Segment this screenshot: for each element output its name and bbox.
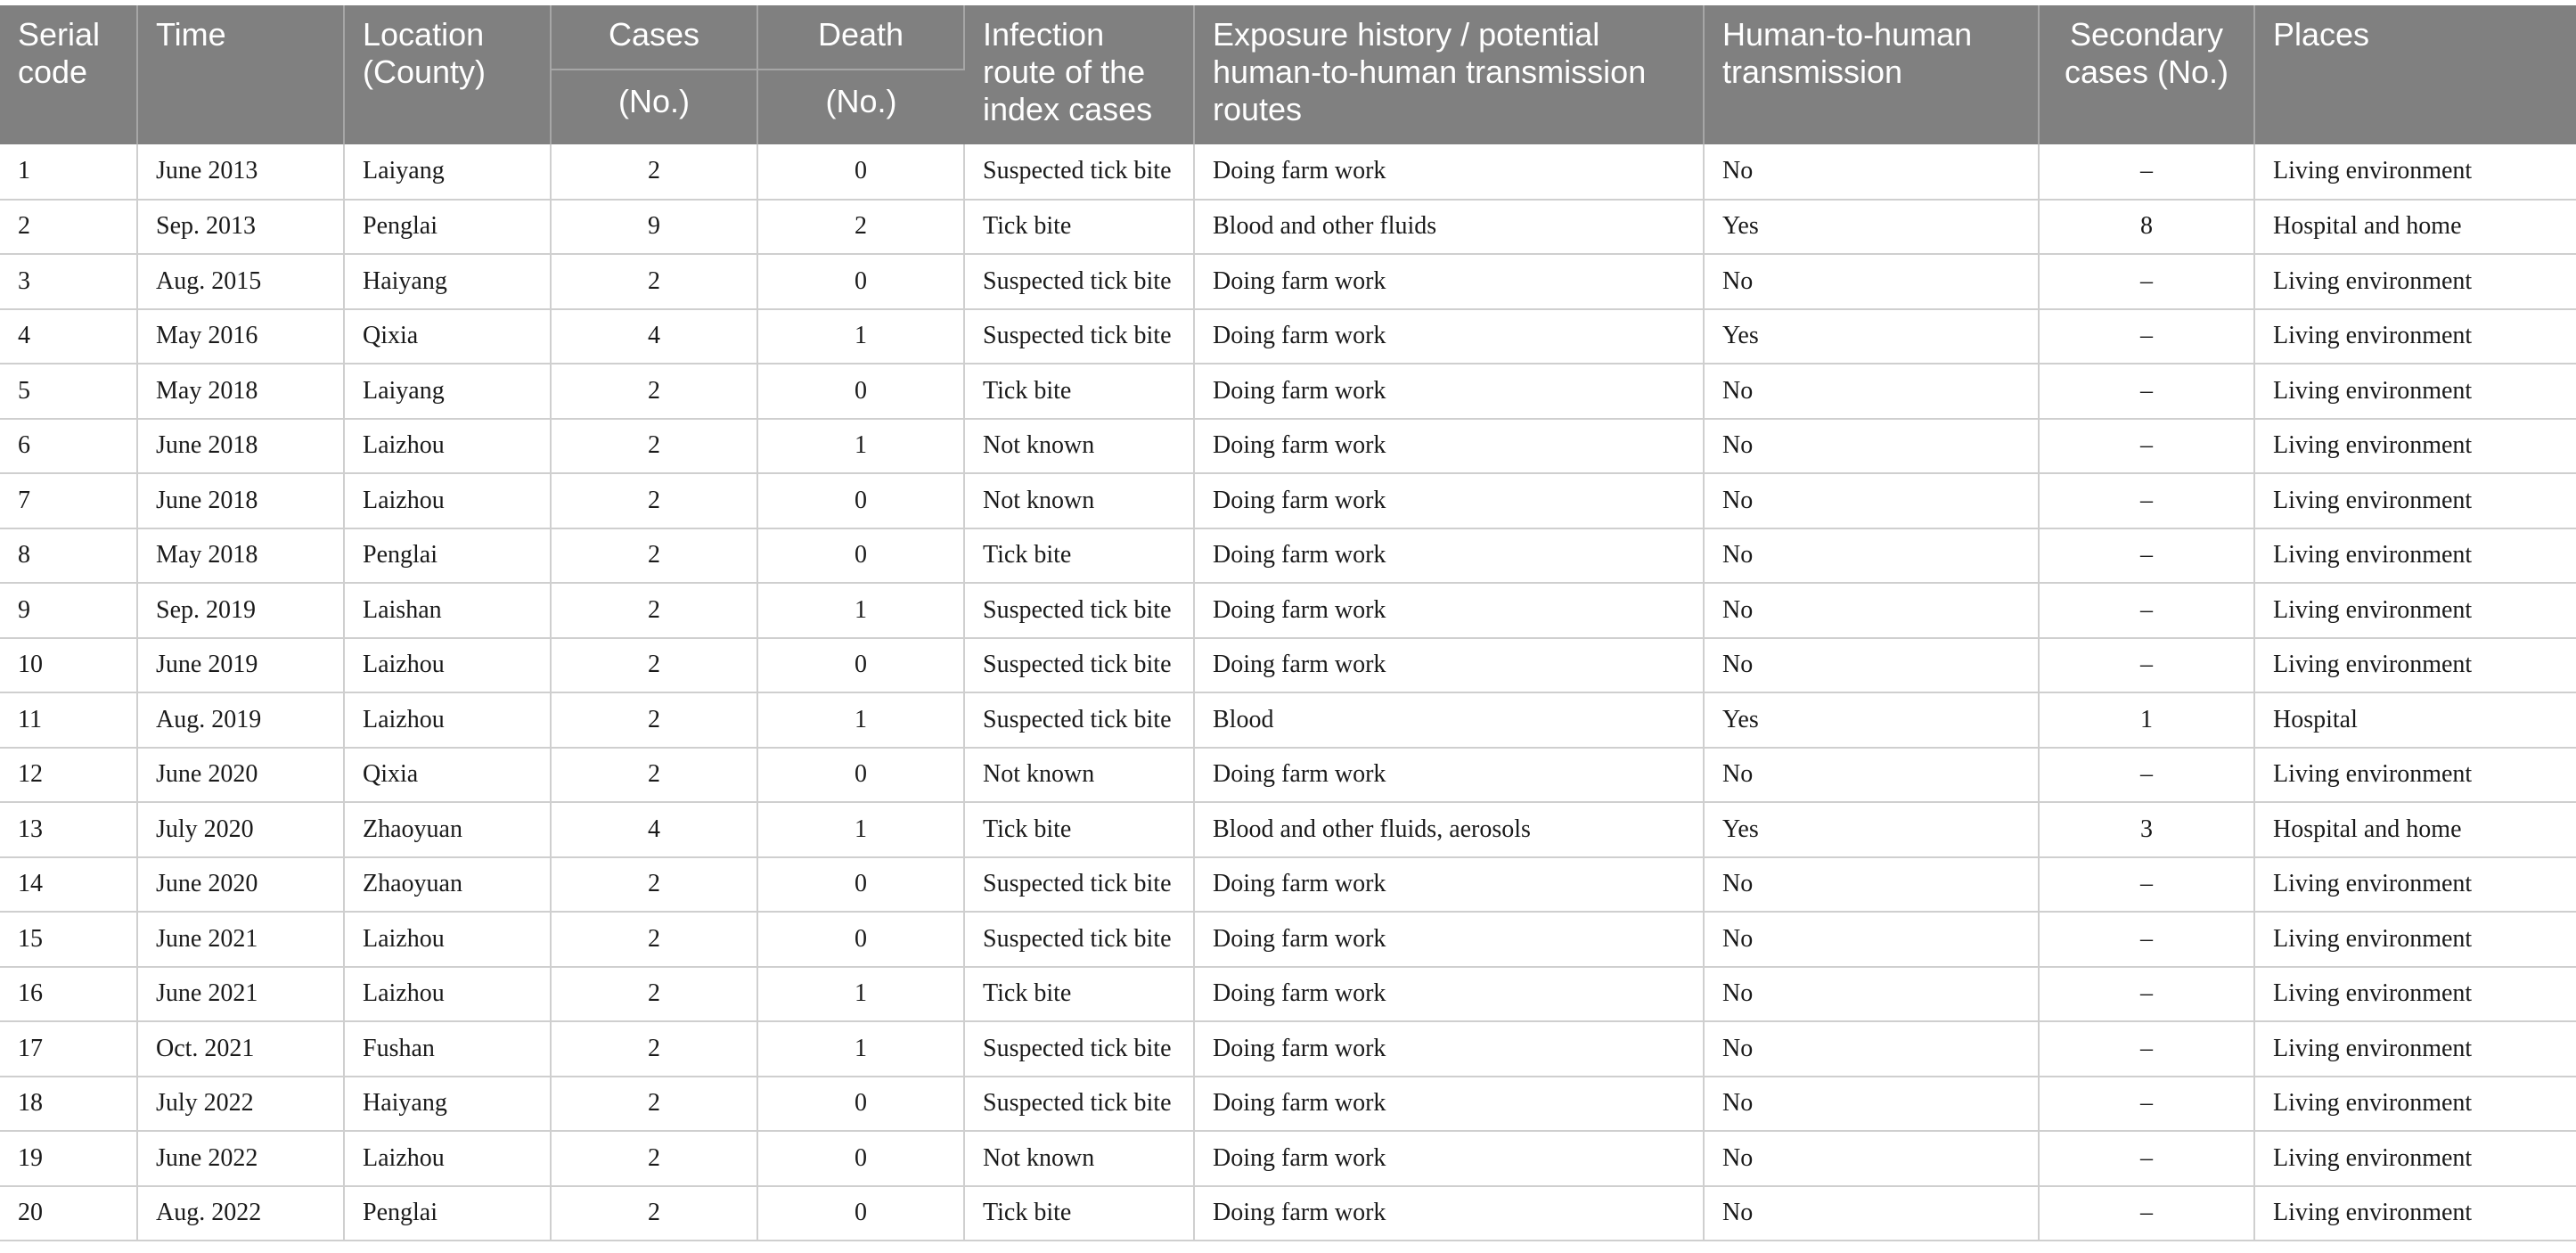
table-body: [0, 144, 2576, 1241]
cell-cases: 2: [551, 967, 757, 1022]
cell-location: Penglai: [344, 200, 551, 255]
table-row: [0, 912, 2576, 967]
cell-exposure: Doing farm work: [1194, 857, 1704, 913]
cell-cases: 4: [551, 309, 757, 364]
cell-exposure: Doing farm work: [1194, 912, 1704, 967]
cell-time: Aug. 2015: [137, 254, 344, 309]
cell-serial-code: 3: [0, 254, 137, 309]
cell-time: May 2018: [137, 528, 344, 584]
cell-serial-code: 20: [0, 1186, 137, 1241]
cell-cases: 4: [551, 802, 757, 857]
cell-death: 0: [757, 473, 964, 528]
cell-places: Hospital and home: [2254, 200, 2576, 255]
table-row: [0, 1131, 2576, 1186]
cell-cases: 2: [551, 857, 757, 913]
cell-h2h: No: [1704, 1077, 2039, 1132]
table-row: [0, 254, 2576, 309]
col-header-secondary: Secondary cases (No.): [2039, 5, 2254, 144]
cell-exposure: Doing farm work: [1194, 309, 1704, 364]
col-header-death-unit: (No.): [757, 70, 964, 144]
cell-death: 0: [757, 1077, 964, 1132]
cell-death: 1: [757, 967, 964, 1022]
col-header-serial-code: Serial code: [0, 5, 137, 144]
cell-secondary-cases: –: [2039, 1186, 2254, 1241]
cell-places: Living environment: [2254, 254, 2576, 309]
cell-exposure: Doing farm work: [1194, 1077, 1704, 1132]
cell-exposure: Blood and other fluids, aerosols: [1194, 802, 1704, 857]
cell-places: Living environment: [2254, 857, 2576, 913]
cell-infection-route: Tick bite: [964, 528, 1194, 584]
cell-exposure: Blood and other fluids: [1194, 200, 1704, 255]
cell-cases: 2: [551, 583, 757, 638]
table-row: [0, 1077, 2576, 1132]
cell-location: Laizhou: [344, 473, 551, 528]
cell-cases: 2: [551, 473, 757, 528]
table-row: [0, 748, 2576, 803]
cell-cases: 2: [551, 144, 757, 200]
cell-secondary-cases: –: [2039, 473, 2254, 528]
cell-places: Living environment: [2254, 1021, 2576, 1077]
cell-places: Living environment: [2254, 144, 2576, 200]
cell-death: 2: [757, 200, 964, 255]
cell-death: 1: [757, 419, 964, 474]
cell-cases: 9: [551, 200, 757, 255]
col-header-location: Location (County): [344, 5, 551, 144]
cell-infection-route: Tick bite: [964, 364, 1194, 419]
table-row: [0, 802, 2576, 857]
cell-infection-route: Tick bite: [964, 1186, 1194, 1241]
cell-death: 0: [757, 1131, 964, 1186]
col-header-places: Places: [2254, 5, 2576, 144]
col-header-exposure: Exposure history / potential human-to-human transmission routes: [1194, 5, 1704, 144]
cell-places: Living environment: [2254, 364, 2576, 419]
cell-places: Living environment: [2254, 638, 2576, 693]
cell-time: June 2019: [137, 638, 344, 693]
table-row: [0, 1186, 2576, 1241]
cell-secondary-cases: 8: [2039, 200, 2254, 255]
cell-time: Oct. 2021: [137, 1021, 344, 1077]
cell-infection-route: Suspected tick bite: [964, 1077, 1194, 1132]
cell-secondary-cases: –: [2039, 419, 2254, 474]
cell-exposure: Doing farm work: [1194, 1131, 1704, 1186]
col-header-cases: Cases: [551, 5, 757, 70]
cell-location: Qixia: [344, 309, 551, 364]
cell-location: Laiyang: [344, 144, 551, 200]
cell-secondary-cases: –: [2039, 254, 2254, 309]
cell-death: 0: [757, 144, 964, 200]
cell-death: 0: [757, 254, 964, 309]
cell-exposure: Doing farm work: [1194, 1186, 1704, 1241]
table-row: [0, 692, 2576, 748]
cell-death: 0: [757, 857, 964, 913]
cell-h2h: No: [1704, 748, 2039, 803]
cell-cases: 2: [551, 1186, 757, 1241]
cell-secondary-cases: 3: [2039, 802, 2254, 857]
cell-time: May 2018: [137, 364, 344, 419]
cell-exposure: Blood: [1194, 692, 1704, 748]
cell-serial-code: 19: [0, 1131, 137, 1186]
cell-h2h: Yes: [1704, 692, 2039, 748]
table-row: [0, 1021, 2576, 1077]
cell-death: 1: [757, 692, 964, 748]
cell-secondary-cases: –: [2039, 364, 2254, 419]
cell-serial-code: 7: [0, 473, 137, 528]
cell-secondary-cases: –: [2039, 967, 2254, 1022]
cell-places: Hospital and home: [2254, 802, 2576, 857]
cell-time: June 2018: [137, 419, 344, 474]
cell-secondary-cases: –: [2039, 1131, 2254, 1186]
cell-places: Living environment: [2254, 473, 2576, 528]
cell-serial-code: 6: [0, 419, 137, 474]
cell-death: 0: [757, 364, 964, 419]
cell-h2h: No: [1704, 857, 2039, 913]
cell-places: Living environment: [2254, 528, 2576, 584]
cell-location: Penglai: [344, 1186, 551, 1241]
cell-places: Living environment: [2254, 1186, 2576, 1241]
cell-time: June 2013: [137, 144, 344, 200]
table-row: [0, 419, 2576, 474]
cell-location: Penglai: [344, 528, 551, 584]
cell-time: June 2020: [137, 748, 344, 803]
cell-h2h: Yes: [1704, 309, 2039, 364]
cell-serial-code: 2: [0, 200, 137, 255]
cell-serial-code: 10: [0, 638, 137, 693]
cell-h2h: No: [1704, 638, 2039, 693]
cell-h2h: No: [1704, 419, 2039, 474]
cell-places: Living environment: [2254, 967, 2576, 1022]
cell-cases: 2: [551, 1131, 757, 1186]
cell-infection-route: Suspected tick bite: [964, 583, 1194, 638]
cell-exposure: Doing farm work: [1194, 1021, 1704, 1077]
cell-cases: 2: [551, 419, 757, 474]
cell-serial-code: 8: [0, 528, 137, 584]
cell-time: Sep. 2019: [137, 583, 344, 638]
cell-time: July 2022: [137, 1077, 344, 1132]
table-row: [0, 638, 2576, 693]
table-row: [0, 473, 2576, 528]
cell-serial-code: 15: [0, 912, 137, 967]
cell-infection-route: Suspected tick bite: [964, 309, 1194, 364]
cell-location: Fushan: [344, 1021, 551, 1077]
cell-time: June 2021: [137, 912, 344, 967]
cell-infection-route: Tick bite: [964, 200, 1194, 255]
cell-location: Laishan: [344, 583, 551, 638]
cell-h2h: No: [1704, 364, 2039, 419]
cell-serial-code: 5: [0, 364, 137, 419]
cell-places: Living environment: [2254, 912, 2576, 967]
cell-infection-route: Not known: [964, 473, 1194, 528]
cell-location: Zhaoyuan: [344, 802, 551, 857]
cell-serial-code: 18: [0, 1077, 137, 1132]
cell-death: 1: [757, 1021, 964, 1077]
cell-serial-code: 9: [0, 583, 137, 638]
cell-serial-code: 1: [0, 144, 137, 200]
cell-infection-route: Not known: [964, 419, 1194, 474]
cell-location: Qixia: [344, 748, 551, 803]
cell-cases: 2: [551, 1077, 757, 1132]
cell-time: June 2021: [137, 967, 344, 1022]
cluster-table: [0, 5, 2576, 1241]
cell-cases: 2: [551, 1021, 757, 1077]
cell-serial-code: 14: [0, 857, 137, 913]
cell-places: Living environment: [2254, 309, 2576, 364]
cell-location: Zhaoyuan: [344, 857, 551, 913]
col-header-cases-unit: (No.): [551, 70, 757, 144]
cell-cases: 2: [551, 364, 757, 419]
cell-places: Living environment: [2254, 748, 2576, 803]
cell-h2h: Yes: [1704, 802, 2039, 857]
cell-secondary-cases: –: [2039, 1021, 2254, 1077]
cell-location: Haiyang: [344, 1077, 551, 1132]
cell-secondary-cases: –: [2039, 583, 2254, 638]
cell-infection-route: Suspected tick bite: [964, 857, 1194, 913]
cell-exposure: Doing farm work: [1194, 638, 1704, 693]
cell-secondary-cases: –: [2039, 1077, 2254, 1132]
cell-death: 1: [757, 583, 964, 638]
table-header: [0, 5, 2576, 144]
cell-infection-route: Not known: [964, 748, 1194, 803]
cell-secondary-cases: –: [2039, 857, 2254, 913]
col-header-death: Death: [757, 5, 964, 70]
cell-cases: 2: [551, 528, 757, 584]
cell-time: June 2022: [137, 1131, 344, 1186]
cell-places: Living environment: [2254, 419, 2576, 474]
cell-secondary-cases: –: [2039, 638, 2254, 693]
cell-time: June 2020: [137, 857, 344, 913]
table-row: [0, 857, 2576, 913]
cell-serial-code: 4: [0, 309, 137, 364]
cell-cases: 2: [551, 692, 757, 748]
table-row: [0, 528, 2576, 584]
cell-h2h: No: [1704, 254, 2039, 309]
cell-infection-route: Tick bite: [964, 967, 1194, 1022]
cell-exposure: Doing farm work: [1194, 419, 1704, 474]
cell-exposure: Doing farm work: [1194, 748, 1704, 803]
cell-exposure: Doing farm work: [1194, 364, 1704, 419]
cell-location: Laizhou: [344, 692, 551, 748]
cell-serial-code: 13: [0, 802, 137, 857]
table-row: [0, 583, 2576, 638]
cell-cases: 2: [551, 254, 757, 309]
cell-secondary-cases: –: [2039, 144, 2254, 200]
cell-serial-code: 12: [0, 748, 137, 803]
cell-places: Living environment: [2254, 1131, 2576, 1186]
cell-time: May 2016: [137, 309, 344, 364]
cell-serial-code: 11: [0, 692, 137, 748]
cell-h2h: Yes: [1704, 200, 2039, 255]
cell-location: Laizhou: [344, 912, 551, 967]
cell-exposure: Doing farm work: [1194, 254, 1704, 309]
cell-infection-route: Suspected tick bite: [964, 144, 1194, 200]
cell-serial-code: 17: [0, 1021, 137, 1077]
cell-exposure: Doing farm work: [1194, 583, 1704, 638]
cell-h2h: No: [1704, 912, 2039, 967]
cell-exposure: Doing farm work: [1194, 473, 1704, 528]
cell-infection-route: Suspected tick bite: [964, 692, 1194, 748]
cell-h2h: No: [1704, 1131, 2039, 1186]
table-row: [0, 144, 2576, 200]
cell-death: 0: [757, 912, 964, 967]
cell-death: 0: [757, 748, 964, 803]
cell-death: 0: [757, 528, 964, 584]
cell-serial-code: 16: [0, 967, 137, 1022]
cell-places: Living environment: [2254, 583, 2576, 638]
table-row: [0, 364, 2576, 419]
cell-exposure: Doing farm work: [1194, 528, 1704, 584]
cell-h2h: No: [1704, 473, 2039, 528]
cell-time: Sep. 2013: [137, 200, 344, 255]
cell-infection-route: Suspected tick bite: [964, 254, 1194, 309]
col-header-h2h: Human-to-human transmission: [1704, 5, 2039, 144]
col-header-infection-route: Infection route of the index cases: [964, 5, 1194, 144]
cell-location: Laizhou: [344, 638, 551, 693]
cell-h2h: No: [1704, 583, 2039, 638]
cell-secondary-cases: –: [2039, 748, 2254, 803]
cell-time: Aug. 2019: [137, 692, 344, 748]
table-row: [0, 200, 2576, 255]
cell-h2h: No: [1704, 528, 2039, 584]
cell-exposure: Doing farm work: [1194, 967, 1704, 1022]
cell-location: Laizhou: [344, 967, 551, 1022]
cell-secondary-cases: –: [2039, 309, 2254, 364]
cell-infection-route: Suspected tick bite: [964, 1021, 1194, 1077]
cell-places: Living environment: [2254, 1077, 2576, 1132]
cell-h2h: No: [1704, 1186, 2039, 1241]
cell-location: Laizhou: [344, 419, 551, 474]
cell-death: 1: [757, 802, 964, 857]
cell-secondary-cases: 1: [2039, 692, 2254, 748]
cell-h2h: No: [1704, 967, 2039, 1022]
cell-h2h: No: [1704, 144, 2039, 200]
cell-secondary-cases: –: [2039, 528, 2254, 584]
cell-location: Haiyang: [344, 254, 551, 309]
cell-location: Laizhou: [344, 1131, 551, 1186]
cell-time: July 2020: [137, 802, 344, 857]
cell-time: June 2018: [137, 473, 344, 528]
cell-location: Laiyang: [344, 364, 551, 419]
cell-exposure: Doing farm work: [1194, 144, 1704, 200]
cell-death: 0: [757, 638, 964, 693]
cell-death: 0: [757, 1186, 964, 1241]
cell-time: Aug. 2022: [137, 1186, 344, 1241]
cell-infection-route: Not known: [964, 1131, 1194, 1186]
cell-secondary-cases: –: [2039, 912, 2254, 967]
cell-places: Hospital: [2254, 692, 2576, 748]
cell-h2h: No: [1704, 1021, 2039, 1077]
cell-cases: 2: [551, 748, 757, 803]
cell-infection-route: Tick bite: [964, 802, 1194, 857]
table-row: [0, 967, 2576, 1022]
cell-cases: 2: [551, 912, 757, 967]
cell-cases: 2: [551, 638, 757, 693]
col-header-time: Time: [137, 5, 344, 144]
table-row: [0, 309, 2576, 364]
cell-infection-route: Suspected tick bite: [964, 638, 1194, 693]
cell-death: 1: [757, 309, 964, 364]
cell-infection-route: Suspected tick bite: [964, 912, 1194, 967]
